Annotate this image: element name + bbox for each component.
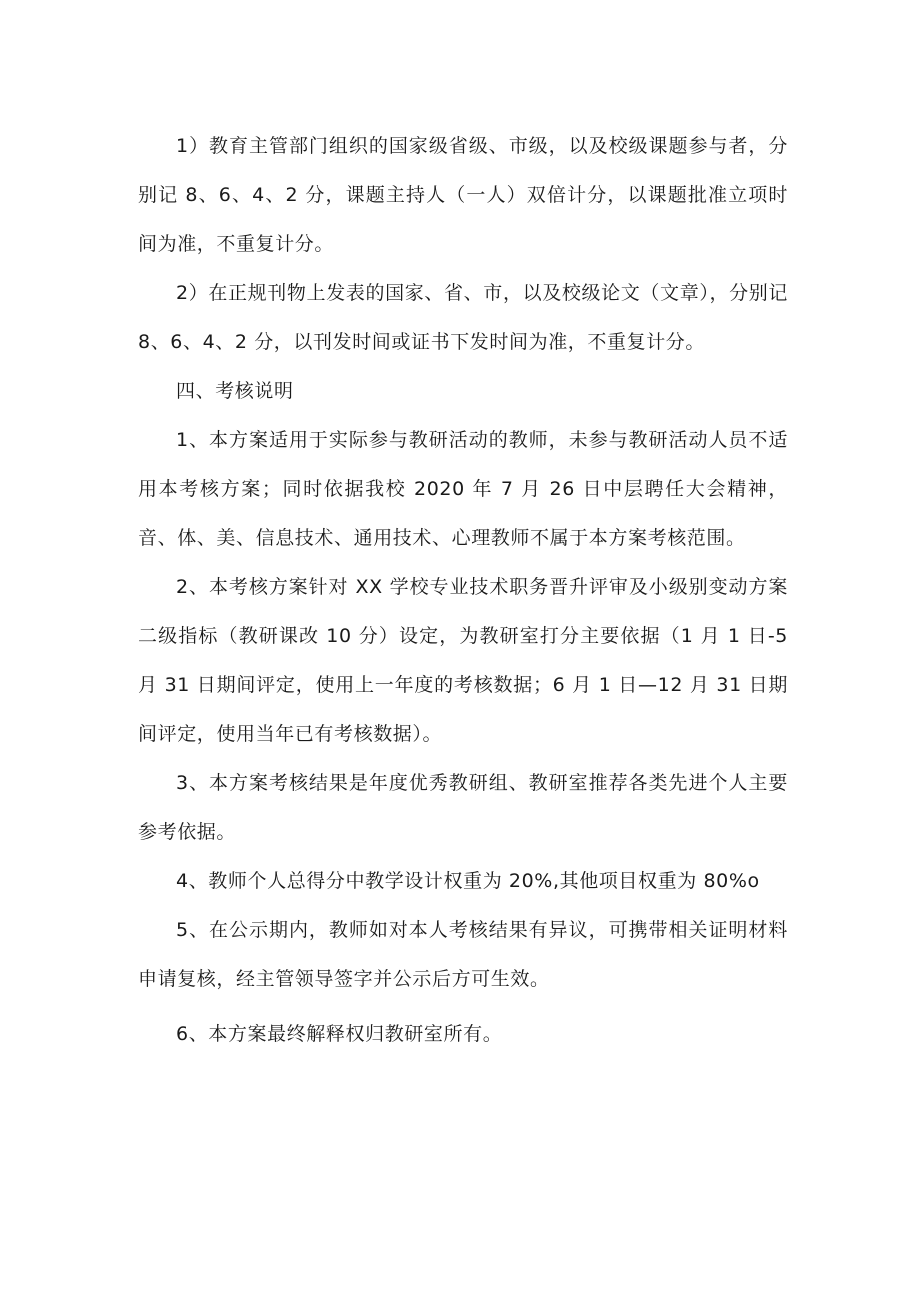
paragraph-note-3: 3、本方案考核结果是年度优秀教研组、教研室推荐各类先进个人主要参考依据。 [138,772,788,843]
document-body [138,122,788,1059]
paragraph-note-1: 1、本方案适用于实际参与教研活动的教师，未参与教研活动人员不适用本考核方案；同时依据我校 2020 年 7 月 26 日中层聘任大会精神，音、体、美、信息技术、通用技术、心理教师不属于本方案考核范围。 [138,429,788,549]
paragraph-research-projects: 1）教育主管部门组织的国家级省级、市级，以及校级课题参与者，分别记 8、6、4、2 分，课题主持人（一人）双倍计分，以课题批准立项时间为准，不重复计分。 [138,135,788,255]
section-heading-assessment-notes: 四、考核说明 [176,380,294,402]
paragraph-note-6: 6、本方案最终解释权归教研室所有。 [176,1023,503,1045]
paragraph-note-4: 4、教师个人总得分中教学设计权重为 20%,其他项目权重为 80%o [176,870,760,892]
paragraph-note-2: 2、本考核方案针对 XX 学校专业技术职务晋升评审及小级别变动方案二级指标（教研课改 10 分）设定，为教研室打分主要依据（1 月 1 日-5 月 31 日期间评定，使用上一年度的考核数据；6 月 1 日—12 月 31 日期间评定，使用当年已有考核数据）。 [138,576,788,745]
paragraph-published-papers: 2）在正规刊物上发表的国家、省、市，以及校级论文（文章），分别记 8、6、4、2 分，以刊发时间或证书下发时间为准，不重复计分。 [138,282,788,353]
paragraph-note-5: 5、在公示期内，教师如对本人考核结果有异议，可携带相关证明材料申请复核，经主管领导签字并公示后方可生效。 [138,919,788,990]
